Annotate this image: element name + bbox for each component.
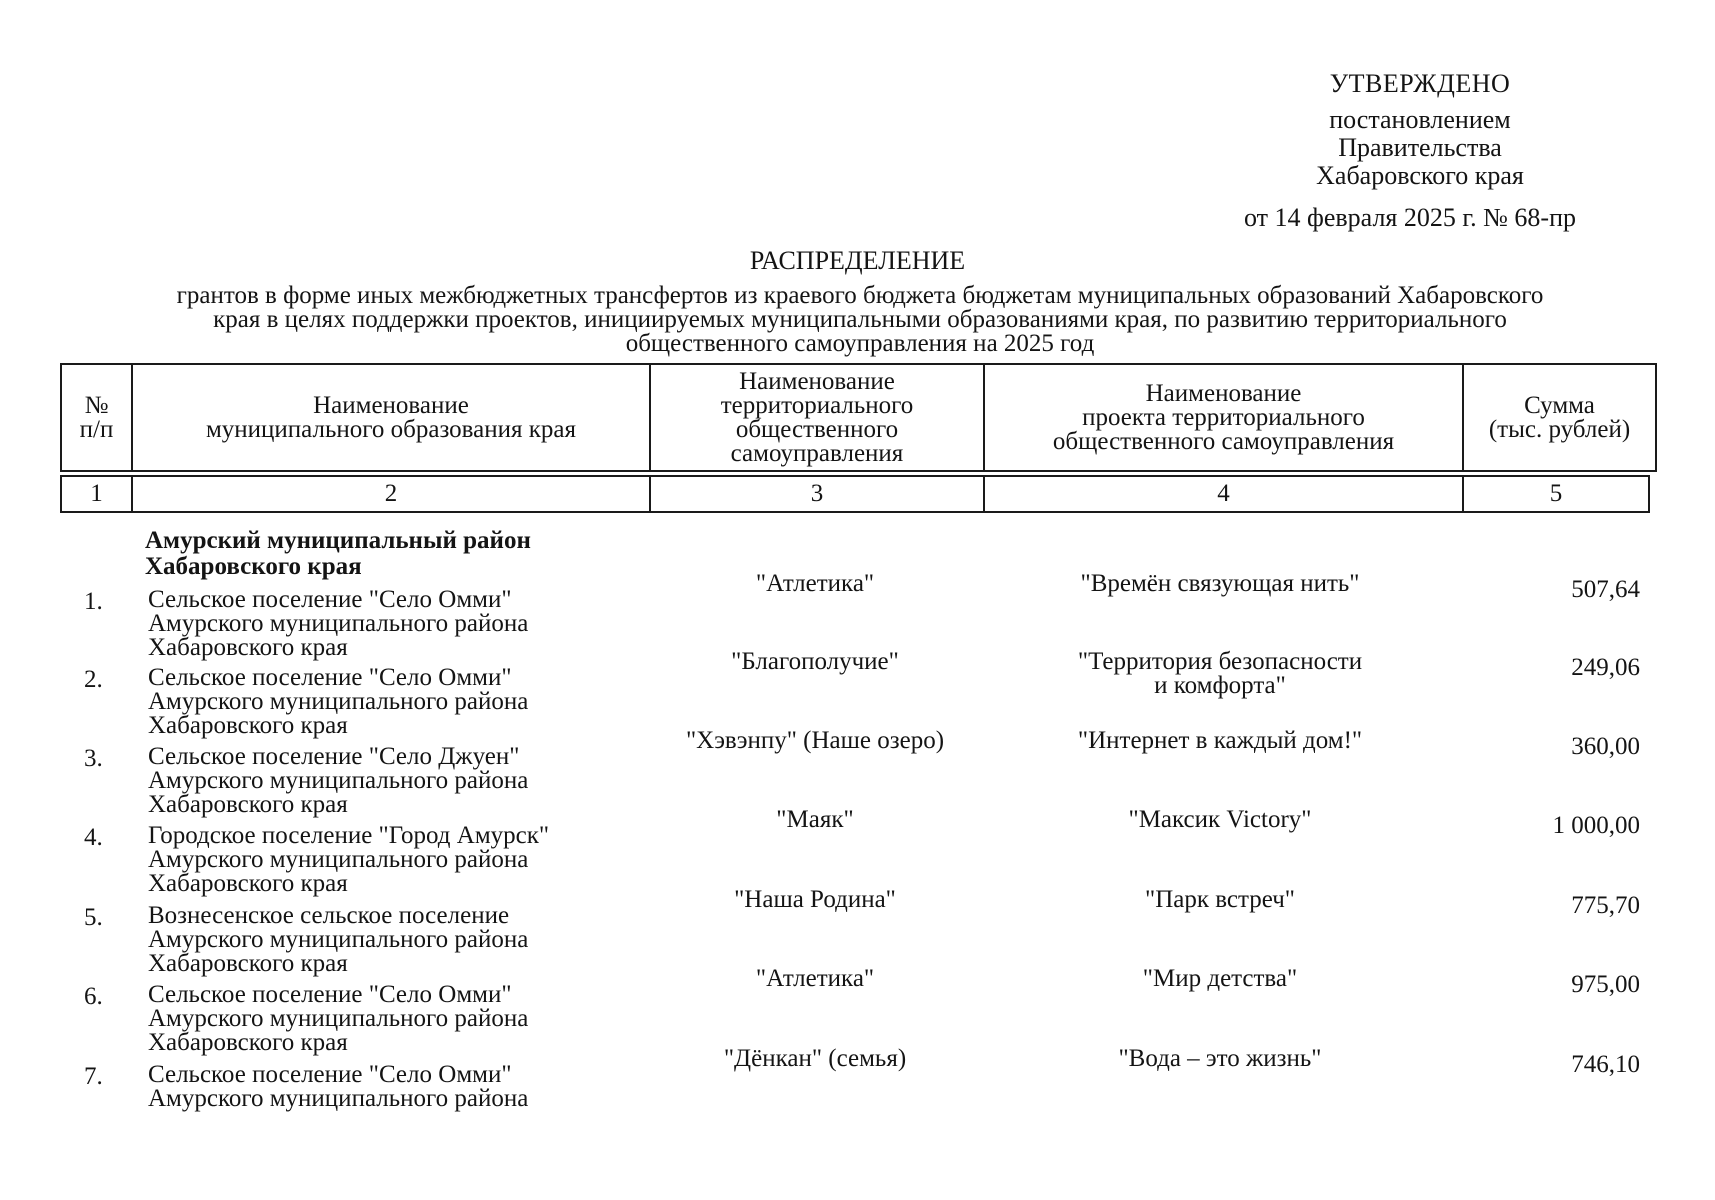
municipality-line: Амурского муниципального района xyxy=(148,767,529,794)
document-title: РАСПРЕДЕЛЕНИЕ xyxy=(749,246,966,275)
row-number: 2. xyxy=(84,666,103,693)
row-project xyxy=(1000,1047,1440,1071)
header-text: п/п xyxy=(79,415,114,443)
approval-date: от 14 февраля 2025 г. № 68-пр xyxy=(1244,203,1576,232)
header-text: общественного самоуправления xyxy=(1052,427,1395,455)
column-number: 4 xyxy=(1217,480,1230,507)
header-text: самоуправления xyxy=(730,439,904,467)
row-project xyxy=(1000,650,1440,698)
row-sum: 507,64 xyxy=(1571,576,1640,603)
column-number: 2 xyxy=(384,480,398,507)
row-tos-name: "Дёнкан" (семья) xyxy=(723,1045,907,1072)
municipality-line: Сельское поселение "Село Джуен" xyxy=(148,743,520,770)
row-sum: 360,00 xyxy=(1571,733,1640,760)
header-text: № xyxy=(84,391,109,419)
approval-line-1: постановлением xyxy=(1329,105,1511,134)
header-text: территориального xyxy=(720,391,914,419)
header-text: проекта территориального xyxy=(1082,403,1365,431)
row-municipality xyxy=(148,824,638,896)
row-tos-name: "Атлетика" xyxy=(755,965,875,992)
municipality-line: Амурского муниципального района xyxy=(148,610,529,637)
project-line: и комфорта" xyxy=(1154,672,1286,699)
row-number: 7. xyxy=(84,1063,103,1090)
approval-line-2: Правительства xyxy=(1338,133,1502,162)
municipality-line: Хабаровского края xyxy=(148,712,348,739)
column-number: 1 xyxy=(90,480,103,507)
row-project xyxy=(1000,888,1440,912)
row-project xyxy=(1000,572,1440,596)
approval-block xyxy=(1240,70,1600,232)
district-line: Хабаровского края xyxy=(145,553,362,580)
row-municipality xyxy=(148,745,638,817)
municipality-line: Сельское поселение "Село Омми" xyxy=(148,981,512,1008)
row-number: 3. xyxy=(84,745,103,772)
subtitle-line-2: края в целях поддержки проектов, инициируемых муниципальными образованиями края, по развитию территориального xyxy=(213,306,1507,333)
header-text: Наименование xyxy=(1145,379,1302,407)
row-project xyxy=(1000,729,1440,753)
table-row xyxy=(0,570,1715,661)
row-municipality xyxy=(148,666,638,738)
project-line: "Мир детства" xyxy=(1142,965,1298,992)
document-subtitle xyxy=(60,284,1660,356)
header-text: (тыс. рублей) xyxy=(1488,415,1631,443)
table-row xyxy=(0,727,1715,818)
municipality-line: Амурского муниципального района xyxy=(148,1005,529,1032)
row-tos-name: "Маяк" xyxy=(776,806,854,833)
row-municipality xyxy=(148,1063,638,1111)
row-municipality xyxy=(148,904,638,976)
project-line: "Территория безопасности xyxy=(1077,648,1363,675)
header-text: муниципального образования края xyxy=(205,415,577,443)
municipality-line: Хабаровского края xyxy=(148,870,348,897)
row-project xyxy=(1000,808,1440,832)
row-number: 4. xyxy=(84,824,103,851)
municipality-line: Амурского муниципального района xyxy=(148,688,529,715)
district-line: Амурский муниципальный район xyxy=(145,527,531,554)
municipality-line: Городское поселение "Город Амурск" xyxy=(148,822,550,849)
header-cell-municipality xyxy=(133,365,649,470)
header-text: Сумма xyxy=(1524,391,1595,419)
column-number: 5 xyxy=(1549,480,1563,507)
table-row xyxy=(0,1047,1715,1125)
row-tos-name: "Благополучие" xyxy=(731,648,899,675)
row-number: 5. xyxy=(84,904,103,931)
row-tos-name: "Наша Родина" xyxy=(734,886,896,913)
header-text: Наименование xyxy=(313,391,469,419)
table-row xyxy=(0,886,1715,977)
header-cell-project xyxy=(985,365,1462,470)
header-cell-tos xyxy=(651,365,983,470)
project-line: "Времён связующая нить" xyxy=(1080,570,1360,597)
row-sum: 1 000,00 xyxy=(1552,812,1640,839)
approval-line-3: Хабаровского края xyxy=(1316,161,1524,190)
row-tos-name: "Хэвэнпу" (Наше озеро) xyxy=(685,727,945,754)
project-line: "Интернет в каждый дом!" xyxy=(1077,727,1363,754)
header-text: Наименование xyxy=(739,367,895,395)
table-row xyxy=(0,965,1715,1056)
row-municipality xyxy=(148,983,638,1055)
row-sum: 775,70 xyxy=(1571,892,1640,919)
header-cell-sum xyxy=(1464,365,1655,470)
row-number: 1. xyxy=(84,588,103,615)
municipality-line: Амурского муниципального района xyxy=(148,846,529,873)
table-row xyxy=(0,648,1715,739)
municipality-line: Амурского муниципального района xyxy=(148,1085,529,1112)
row-sum: 975,00 xyxy=(1571,971,1640,998)
municipality-line: Хабаровского края xyxy=(148,1029,348,1056)
project-line: "Вода – это жизнь" xyxy=(1118,1045,1322,1072)
row-sum: 746,10 xyxy=(1571,1051,1640,1078)
municipality-line: Сельское поселение "Село Омми" xyxy=(148,664,512,691)
row-project xyxy=(1000,967,1440,991)
subtitle-line-1: грантов в форме иных межбюджетных трансфертов из краевого бюджета бюджетам муниципальных образований Хабаровского xyxy=(176,282,1544,309)
municipality-line: Сельское поселение "Село Омми" xyxy=(148,586,512,613)
column-number: 3 xyxy=(810,480,824,507)
approval-title: УТВЕРЖДЕНО xyxy=(1329,69,1511,98)
subtitle-line-3: общественного самоуправления на 2025 год xyxy=(625,330,1095,357)
table-row xyxy=(0,806,1715,897)
row-sum: 249,06 xyxy=(1571,654,1640,681)
municipality-line: Сельское поселение "Село Омми" xyxy=(148,1061,512,1088)
row-number: 6. xyxy=(84,983,103,1010)
municipality-line: Амурского муниципального района xyxy=(148,926,529,953)
municipality-line: Вознесенское сельское поселение xyxy=(148,902,510,929)
row-tos-name: "Атлетика" xyxy=(755,570,875,597)
project-line: "Парк встреч" xyxy=(1145,886,1295,913)
header-text: общественного xyxy=(735,415,899,443)
municipality-line: Хабаровского края xyxy=(148,950,348,977)
municipality-line: Хабаровского края xyxy=(148,634,348,661)
header-cell-number xyxy=(62,365,131,470)
project-line: "Максик Victory" xyxy=(1128,806,1312,833)
municipality-line: Хабаровского края xyxy=(148,791,348,818)
